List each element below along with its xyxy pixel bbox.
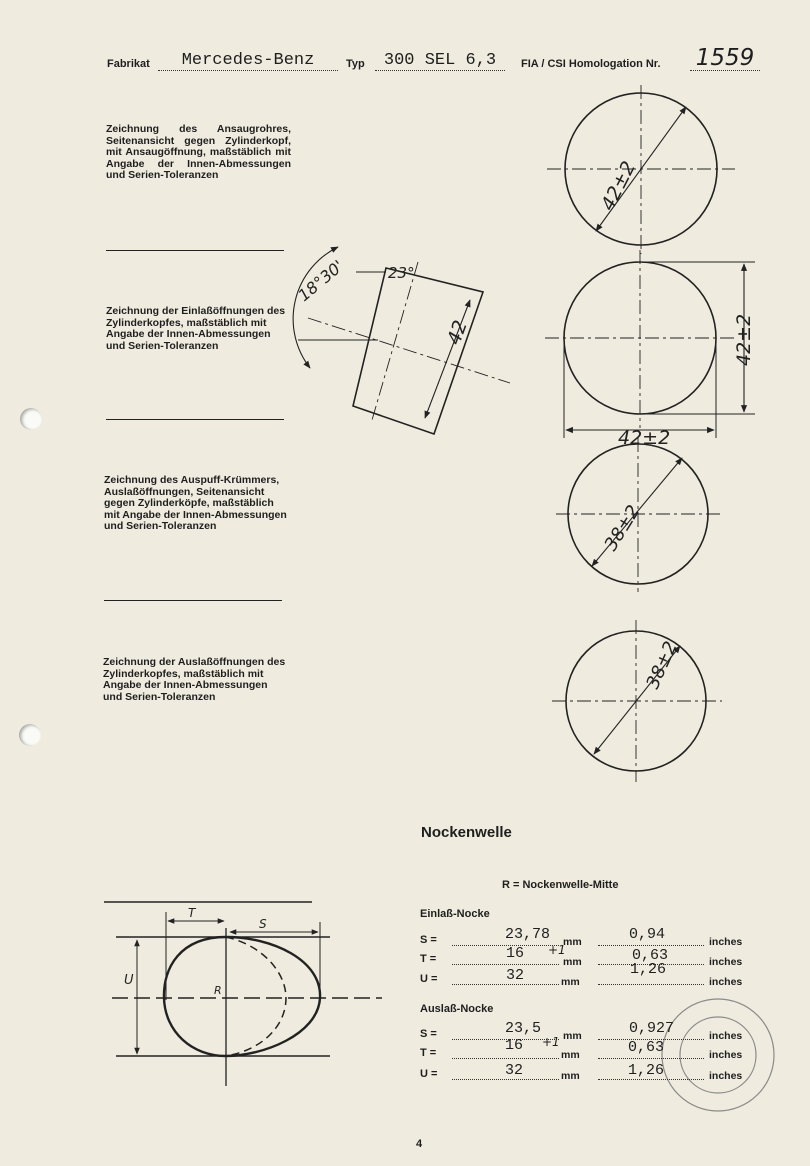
mm-value: 16 <box>505 1037 524 1054</box>
section-exhaust-ports-text: Zeichnung der Auslaßöffnungen des Zylinderkopfes, maßstäblich mit Angabe der Innen-Abmessungen und Serien-Toleranzen <box>103 656 286 703</box>
mm-value: 32 <box>505 1062 524 1079</box>
row-label: S = <box>420 1028 437 1040</box>
nockenwelle-title: Nockenwelle <box>421 824 512 841</box>
row-label: T = <box>420 953 437 965</box>
inch-unit: inches <box>709 1030 743 1042</box>
inch-value: 1,26 <box>630 961 667 978</box>
inch-value: 0,63 <box>628 1039 665 1056</box>
inch-unit: inches <box>709 1049 743 1061</box>
homologation-number: 1559 <box>690 46 760 71</box>
fabrikat-value: Mercedes-Benz <box>158 52 338 71</box>
exhaust-diameter-1-label: 38±2 <box>600 501 645 555</box>
auslass-title: Auslaß-Nocke <box>420 1003 494 1015</box>
cam-u-label: U <box>124 973 134 988</box>
row-label: U = <box>420 973 438 985</box>
inch-value: 0,927 <box>629 1020 675 1037</box>
fabrikat-label: Fabrikat <box>107 58 150 70</box>
mm-value: 23,5 <box>505 1020 542 1037</box>
nockenwelle-legend: R = Nockenwelle-Mitte <box>502 879 619 891</box>
mm-unit: mm <box>563 956 582 968</box>
cam-profile-drawing <box>104 902 382 1086</box>
intake-diameter-label: 42±2 <box>596 157 641 215</box>
exhaust-diameter-2-label: 38±2 <box>642 638 682 693</box>
row-label: T = <box>420 1047 437 1059</box>
angle-inner-label: 23° <box>388 264 415 282</box>
inch-value: 0,63 <box>632 947 669 964</box>
mm-unit: mm <box>563 936 582 948</box>
homologation-label: FIA / CSI Homologation Nr. <box>521 58 661 70</box>
port-width-label: 42 <box>443 317 472 348</box>
intake-pipe-circle <box>547 85 735 254</box>
inch-unit: inches <box>709 936 743 948</box>
cam-t-label: T <box>188 906 196 920</box>
intake-port-circle <box>545 250 755 438</box>
mm-unit: mm <box>563 1030 582 1042</box>
section-intake-pipe-text: Zeichnung des Ansaugrohres, Seitenansicht gegen Zylinderkopf, mit Ansaugöffnung, maßstäblich mit Angabe der Innen-Abmessungen und Serien-Toleranzen <box>106 123 291 181</box>
section-intake-ports-text: Zeichnung der Einlaßöffnungen des Zylinderkopfes, maßstäblich mit Angabe der Innen-Abmessungen und Serien-Toleranzen <box>106 305 286 352</box>
inch-value: 0,94 <box>629 926 666 943</box>
typ-label: Typ <box>346 58 365 70</box>
inch-unit: inches <box>709 976 743 988</box>
cam-s-label: S <box>259 917 267 931</box>
mm-unit: mm <box>561 1070 580 1082</box>
inch-value: 1,26 <box>628 1062 665 1079</box>
inch-unit: inches <box>709 1070 743 1082</box>
row-label: S = <box>420 934 437 946</box>
mm-value: 23,78 <box>505 926 551 943</box>
port-height-label: 42±2 <box>733 313 755 366</box>
page-number: 4 <box>416 1138 423 1150</box>
tolerance-value: +1 <box>542 1035 560 1049</box>
cam-r-label: R <box>214 984 222 997</box>
section-exhaust-manifold-text: Zeichnung des Auspuff-Krümmers, Auslaßöffnungen, Seitenansicht gegen Zylinderköpfe, maßstäblich mit Angabe der Innen-Abmessungen und Serien-Toleranzen <box>104 474 287 532</box>
row-label: U = <box>420 1068 438 1080</box>
angle-outer-label: 18°30' <box>294 256 348 306</box>
mm-value: 32 <box>506 967 525 984</box>
typ-value: 300 SEL 6,3 <box>375 52 505 71</box>
inch-unit: inches <box>709 956 743 968</box>
einlass-title: Einlaß-Nocke <box>420 908 490 920</box>
mm-value: 16 <box>506 945 525 962</box>
mm-unit: mm <box>561 1049 580 1061</box>
tolerance-value: +1 <box>548 943 566 957</box>
exhaust-port-circle <box>552 620 722 782</box>
mm-unit: mm <box>561 976 580 988</box>
port-width-horizontal-label: 42±2 <box>618 427 671 449</box>
